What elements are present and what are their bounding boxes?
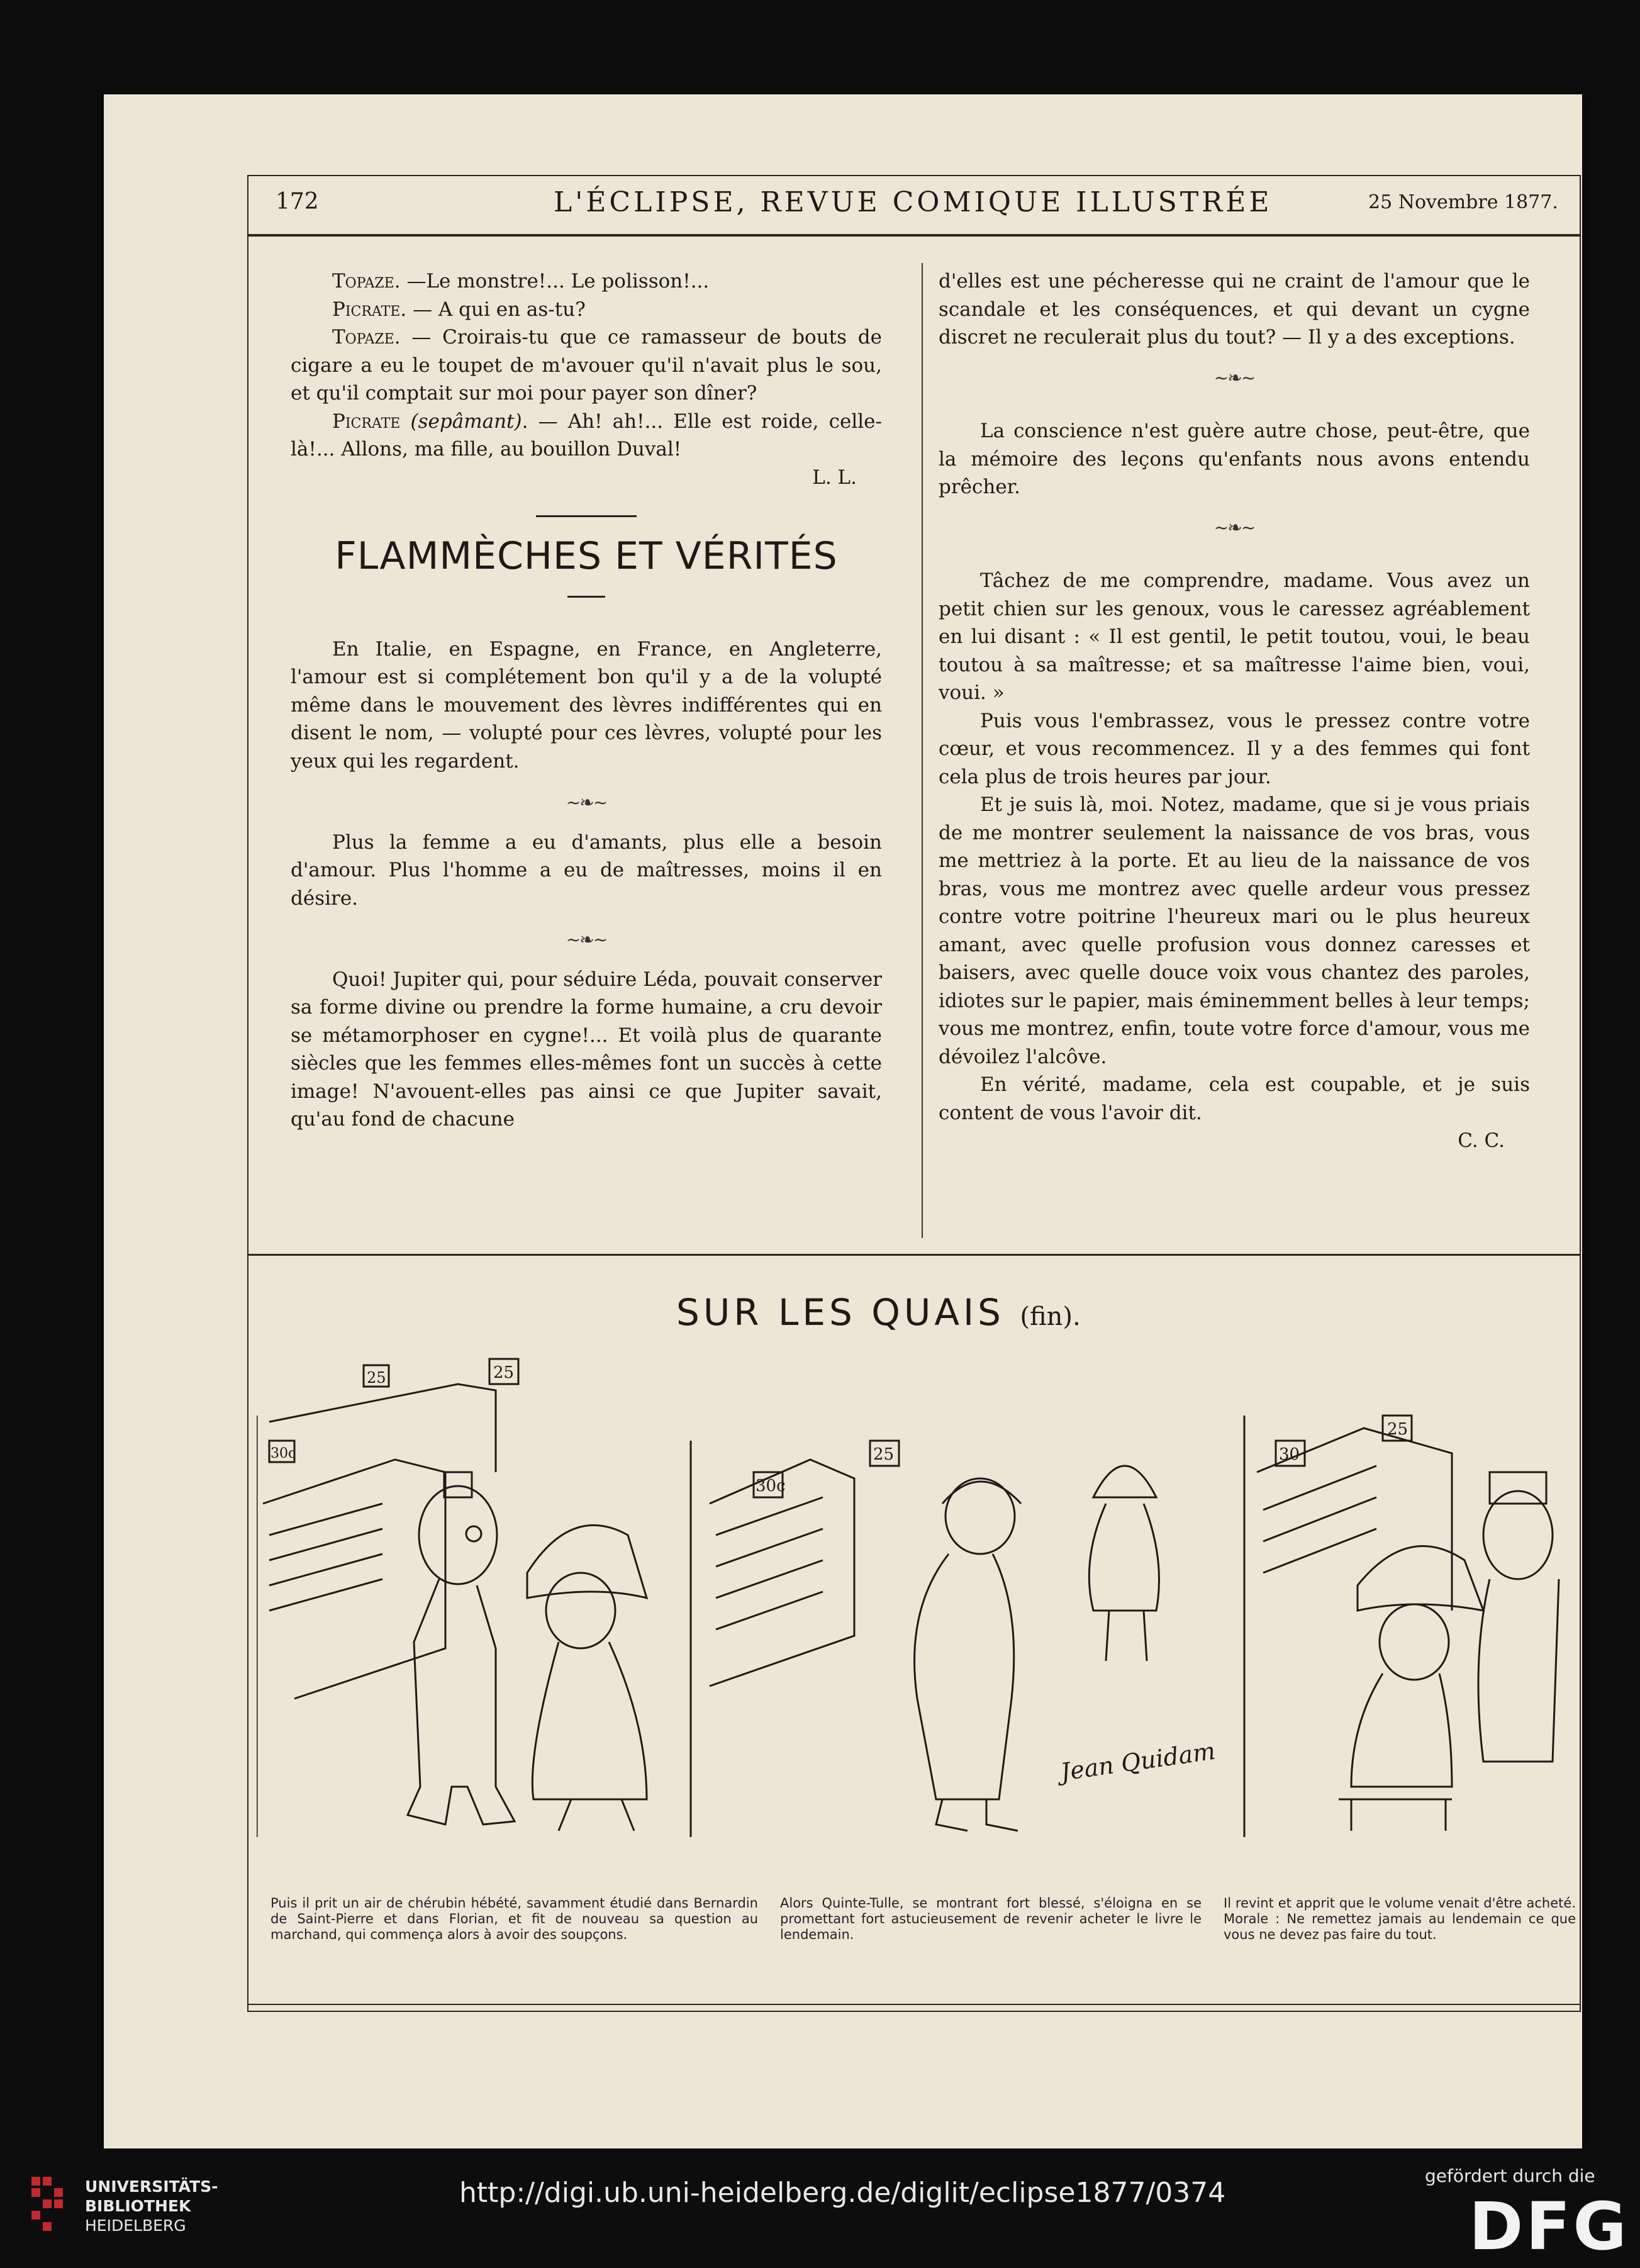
caption-panel-1: Puis il prit un air de chérubin hébété, savamment étudié dans Bernardin de Saint-Pierre et dans Florian, et fit de nouveau sa question au marchand, qui commença alors à avoir des soupçons. [271, 1896, 758, 1942]
institution-name: UNIVERSITÄTS- BIBLIOTHEK HEIDELBERG [85, 2177, 218, 2235]
header-rule [248, 234, 1580, 237]
university-library-logo [25, 2170, 75, 2233]
price-tag: 30 [1279, 1445, 1300, 1464]
price-tag: 30c [756, 1477, 786, 1495]
caption-bottom-rule [248, 2004, 1580, 2005]
dfg-logo: DFG [1469, 2188, 1629, 2265]
journal-title: L'ÉCLIPSE, REVUE COMIQUE ILLUSTRÉE [554, 186, 1273, 218]
source-url[interactable]: http://digi.ub.uni-heidelberg.de/diglit/eclipse1877/0374 [459, 2177, 1226, 2209]
flourish-ornament: ~❧~ [1213, 367, 1255, 388]
paragraph: Tâchez de me comprendre, madame. Vous avez un petit chien sur les genoux, vous le caressez agréablement en lui disant : « Il est gentil, le petit toutou, voui, le beau toutou à sa maîtresse; et sa maîtresse l'aime bien, voui, voui. » [939, 569, 1530, 704]
price-tag: 25 [1387, 1420, 1409, 1439]
caption-panel-3: Il revint et apprit que le volume venait d'être acheté. Morale : Ne remettez jamais au lendemain ce que vous ne devez pas faire du tout. [1224, 1896, 1576, 1942]
cartoon-title: SUR LES QUAIS (fin). [676, 1291, 1081, 1334]
signature-cc: C. C. [1458, 1129, 1505, 1152]
dialogue-line: Picrate (sepâmant). — Ah! ah!... Elle est roide, celle-là!... Allons, ma fille, au bouillon Duval! [291, 410, 882, 461]
paragraph: En Italie, en Espagne, en France, en Angleterre, l'amour est si complétement bon qu'il y a de la volupté même dans le mouvement des lèvres indifférentes qui en disent le nom, — volupté pour ces lèvres, volupté pour les yeux qui les regardent. [291, 637, 882, 773]
paragraph: Quoi! Jupiter qui, pour séduire Léda, pouvait conserver sa forme divine ou prendre la forme humaine, a cru devoir se métamorphoser en cygne!... Et voilà plus de quarante siècles que les femmes elles-mêmes font un succès à cette image! N'avouent-elles pas ainsi ce que Jupiter savait, qu'au fond de chacune [291, 968, 882, 1131]
right-column [939, 267, 1530, 1155]
price-tag: 30c [271, 1446, 296, 1461]
artist-signature: Jean Quidam [1059, 1736, 1217, 1786]
paragraph: Plus la femme a eu d'amants, plus elle a besoin d'amour. Plus l'homme a eu de maîtresses, moins il en désire. [291, 830, 882, 910]
price-tag: 25 [493, 1363, 515, 1382]
text-bottom-rule [248, 1254, 1580, 1256]
section-title: FLAMMÈCHES ET VÉRITÉS [335, 534, 838, 578]
funding-note: gefördert durch die [1425, 2165, 1595, 2186]
paragraph: Et je suis là, moi. Notez, madame, que si je vous priais de me montrer seulement la naissance de vos bras, vous me mettriez à la porte. Et au lieu de la naissance de vos bras, vous me montrez avec quelle ardeur vous pressez contre votre poitrine l'heureux mari ou le plus heureux amant, avec quelle profusion vous donnez caresses et baisers, avec quelle douce voix vous chantez des paroles, idiotes sur le papier, mais éminemment belles à leur temps; vous me montrez, enfin, toute votre force d'amour, vous me dévoilez l'alcôve. [939, 793, 1530, 1068]
ornament-rule [536, 515, 637, 517]
price-tag: 25 [873, 1445, 895, 1464]
paragraph: La conscience n'est guère autre chose, peut-être, que la mémoire des leçons qu'enfants nous avons entendu prêcher. [939, 420, 1530, 498]
left-column [291, 267, 882, 1134]
paragraph: Puis vous l'embrassez, vous le pressez contre votre cœur, et vous recommencez. Il y a des femmes qui font cela plus de trois heures par jour. [939, 709, 1530, 788]
flourish-ornament: ~❧~ [566, 929, 607, 950]
cartoon-illustration [257, 1346, 1573, 1887]
dialogue-line: Picrate. — A qui en as-tu? [332, 298, 586, 321]
caption-panel-2: Alors Quinte-Tulle, se montrant fort blessé, s'éloigna en se promettant fort astucieusement de revenir acheter le livre le lendemain. [780, 1896, 1202, 1942]
price-tag: 25 [367, 1369, 386, 1387]
signature-ll: L. L. [812, 466, 857, 489]
flourish-ornament: ~❧~ [566, 792, 607, 813]
dialogue-line: Topaze. — Croirais-tu que ce ramasseur de bouts de cigare a eu le toupet de m'avouer qu'il n'avait plus le sou, et qu'il comptait sur moi pour payer son dîner? [291, 326, 882, 405]
issue-date: 25 Novembre 1877. [1368, 191, 1558, 213]
paragraph: d'elles est une pécheresse qui ne craint de l'amour que le scandale et les conséquences, et qui devant un cygne discret ne reculerait plus du tout? — Il y a des exceptions. [939, 270, 1530, 349]
column-separator [922, 263, 923, 1238]
flourish-ornament: ~❧~ [1213, 517, 1255, 538]
paragraph: En vérité, madame, cela est coupable, et je suis content de vous l'avoir dit. [939, 1073, 1530, 1124]
page-number: 172 [276, 189, 319, 215]
dialogue-line: Topaze. —Le monstre!... Le polisson!... [332, 270, 710, 293]
title-dash [567, 596, 605, 598]
